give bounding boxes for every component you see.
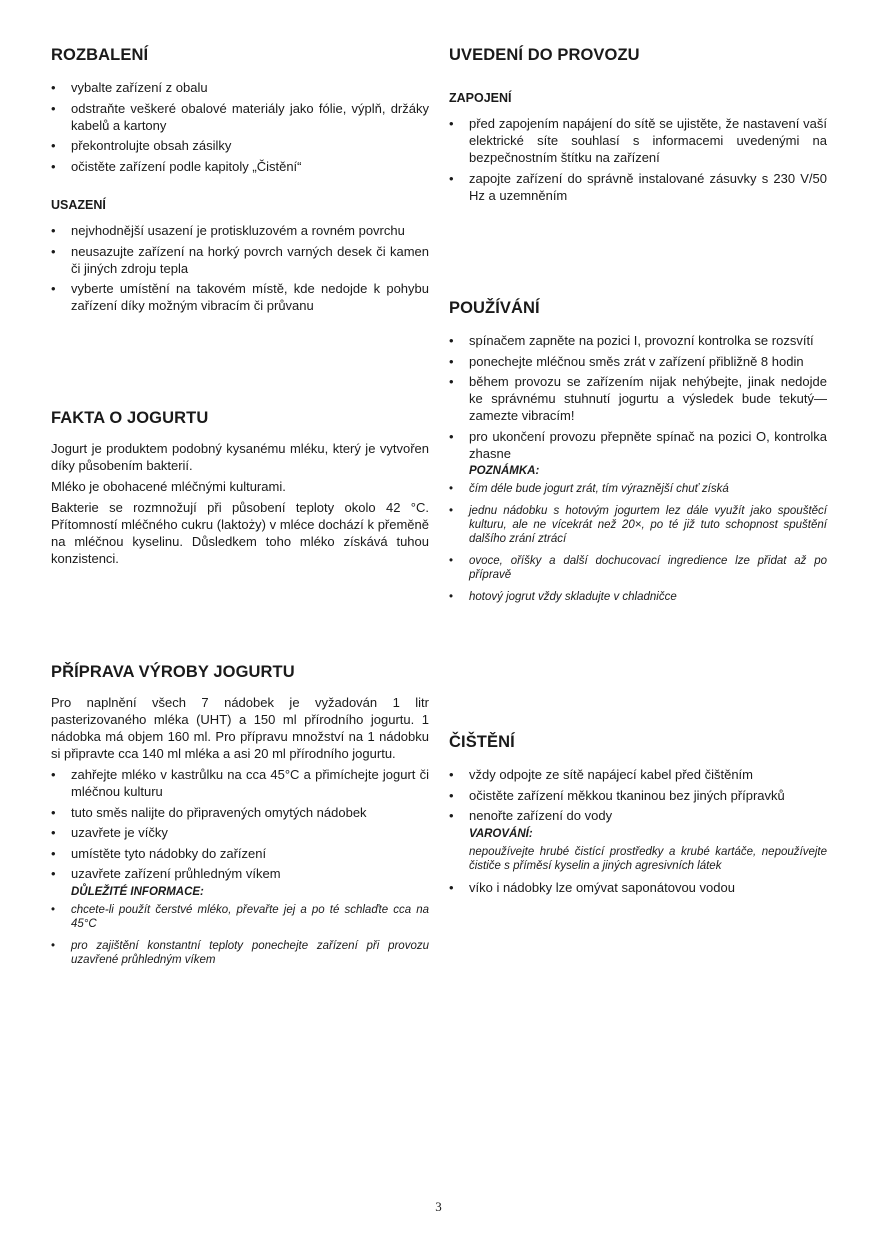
section-pouzivani xyxy=(449,299,827,612)
heading-fakta: FAKTA O JOGURTU xyxy=(51,409,209,427)
list-item: • umístěte tyto nádobky do zařízení xyxy=(51,845,429,862)
list-item: • vždy odpojte ze sítě napájecí kabel před čištěním xyxy=(449,766,827,783)
note-item: • čím déle bude jogurt zrát, tím výraznější chuť získá xyxy=(449,482,827,496)
section-fakta xyxy=(51,409,429,571)
list-item: • očistěte zařízení podle kapitoly „Čistění“ xyxy=(51,158,429,175)
paragraph: Jogurt je produktem podobný kysanému mléku, který je vytvořen díky působením bakterií. xyxy=(51,441,429,473)
list-item: • uzavřete zařízení průhledným víkem xyxy=(51,865,429,882)
list-item: • ponechejte mléčnou směs zrát v zařízení přibližně 8 hodin xyxy=(449,353,827,370)
note-item: • pro zajištění konstantní teploty ponechejte zařízení při provozu uzavřené průhledným víkem xyxy=(51,939,429,967)
list-item: • odstraňte veškeré obalové materiály jako fólie, výplň, držáky kabelů a kartony xyxy=(51,100,429,134)
list-item: • pro ukončení provozu přepněte spínač na pozici O, kontrolka zhasne xyxy=(449,428,827,462)
warning-text: nepoužívejte hrubé čistící prostředky a krubé kartáče, nepoužívejte čističe s příměsí kyselin a jiných agresivních látek xyxy=(469,845,827,872)
section-priprava xyxy=(51,663,429,975)
list-item: • vyberte umístění na takovém místě, kde nedojde k pohybu zařízení díky možným vibracím či průvanu xyxy=(51,280,429,314)
notes-pouzivani xyxy=(449,482,827,604)
list-item: • překontrolujte obsah zásilky xyxy=(51,137,429,154)
list-cisteni xyxy=(449,766,827,824)
list-item: • nejvhodnější usazení je protiskluzovém a rovném povrchu xyxy=(51,222,429,239)
heading-pouzivani: POUŽÍVÁNÍ xyxy=(449,299,540,317)
list-priprava xyxy=(51,766,429,882)
note-title-dulezite: DŮLEŽITÉ INFORMACE: xyxy=(71,885,204,898)
subheading-zapojeni: ZAPOJENÍ xyxy=(449,91,512,105)
list-item: • očistěte zařízení měkkou tkaninou bez jiných přípravků xyxy=(449,787,827,804)
heading-rozbaleni: ROZBALENÍ xyxy=(51,46,149,64)
heading-priprava: PŘÍPRAVA VÝROBY JOGURTU xyxy=(51,663,295,681)
list-item: • zahřejte mléko v kastrůlku na cca 45°C a přimíchejte jogurt či mléčnou kulturu xyxy=(51,766,429,800)
paragraph: Mléko je obohacené mléčnými kulturami. xyxy=(51,479,286,494)
list-item: • vybalte zařízení z obalu xyxy=(51,79,429,96)
list-item: • zapojte zařízení do správně instalované zásuvky s 230 V/50 Hz a uzemněním xyxy=(449,170,827,204)
list-item: • spínačem zapněte na pozici I, provozní kontrolka se rozsvítí xyxy=(449,332,827,349)
list-cisteni-after xyxy=(449,879,827,896)
note-item: • chcete-li použít čerstvé mléko, převařte jej a po té schlaďte cca na 45°C xyxy=(51,903,429,931)
list-item: • víko i nádobky lze omývat saponátovou vodou xyxy=(449,879,827,896)
warning-title: VAROVÁNÍ: xyxy=(469,827,533,840)
priprava-intro: Pro naplnění všech 7 nádobek je vyžadován 1 litr pasterizovaného mléka (UHT) a 150 ml přírodního jogurtu. 1 nádobka má objem 160 ml. Pro přípravu množství na 1 nádobku si připravte cca 140 ml mléka a asi 20 ml přírodního jogurtu. xyxy=(51,695,429,761)
paragraph: Bakterie se rozmnožují při působení teploty okolo 42 °C. Přítomností mléčného cukru (laktoży) v mléce dochází k přeměně na mléčnou kyselinu. Důsledkem toho mléko získává tuhou konzistenci. xyxy=(51,500,429,566)
page-number: 3 xyxy=(435,1199,442,1214)
list-usazeni xyxy=(51,222,429,314)
list-item: • před zapojením napájení do sítě se ujistěte, že nastavení vaší elektrické síte souhlasí s informacemi uvedenými na bezpečnostním štítku na zařízení xyxy=(449,115,827,166)
list-item: • během provozu se zařízením nijak nehýbejte, jinak nedojde ke správnému stuhnutí jogurtu a výsledek bude tekutý—zamezte vibracím! xyxy=(449,373,827,424)
list-item: • uzavřete je víčky xyxy=(51,824,429,841)
fakta-text xyxy=(51,440,429,567)
heading-cisteni: ČIŠTĚNÍ xyxy=(449,733,515,751)
list-item: • neusazujte zařízení na horký povrch varných desek či kamen či jiných zdroju tepla xyxy=(51,243,429,277)
notes-priprava xyxy=(51,903,429,967)
note-item: • hotový jogrut vždy skladujte v chladničce xyxy=(449,590,827,604)
section-cisteni xyxy=(449,733,827,899)
list-rozbaleni xyxy=(51,79,429,175)
heading-uvedeni: UVEDENÍ DO PROVOZU xyxy=(449,46,640,64)
section-rozbaleni xyxy=(51,46,429,178)
list-item: • nenořte zařízení do vody xyxy=(449,807,827,824)
note-item: • ovoce, oříšky a další dochucovací ingredience lze přidat až po přípravě xyxy=(449,554,827,582)
note-item: • jednu nádobku s hotovým jogurtem lez dále využít jako spouštěcí kulturu, ale ne vícekrát než 20×, po té již tuto schopnost spuštění dalšího zrání ztrácí xyxy=(449,504,827,546)
list-item: • tuto směs nalijte do připravených omytých nádobek xyxy=(51,804,429,821)
list-zapojeni xyxy=(449,115,827,204)
section-uvedeni xyxy=(449,46,827,207)
section-usazeni xyxy=(51,198,429,318)
heading-usazeni: USAZENÍ xyxy=(51,198,106,212)
list-pouzivani xyxy=(449,332,827,462)
note-title-poznamka: POZNÁMKA: xyxy=(469,465,540,477)
